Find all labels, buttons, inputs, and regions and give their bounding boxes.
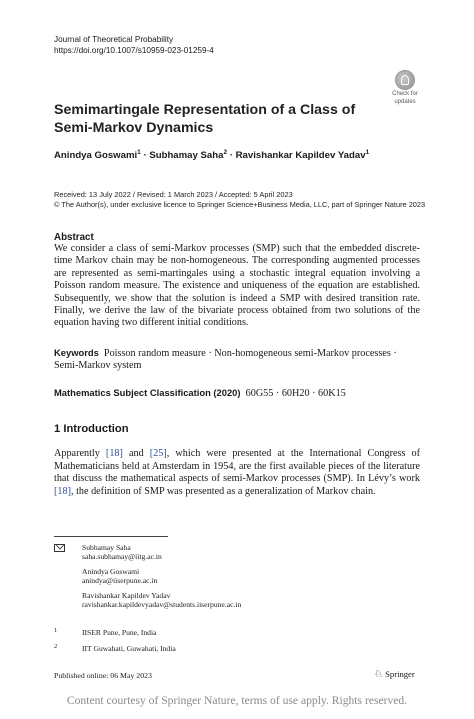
author-aff: 1 [365,149,370,156]
contact-email[interactable]: ravishankar.kapildevyadav@students.iiserpune.ac.in [82,600,242,610]
citation-link[interactable]: [18] [105,448,123,459]
msc-codes: 60G55 · 60H20 · 60K15 [245,388,346,399]
paper-title: Semimartingale Representation of a Class of Semi-Markov Dynamics [54,102,356,136]
intro-text: , the definition of SMP was presented as a generalization of Markov chain. [70,485,376,497]
section-heading: 1 Introduction [54,423,129,435]
journal-header [54,34,214,56]
citation-link[interactable]: [18] [54,485,71,497]
contact-email[interactable]: anindya@iiserpune.ac.in [82,576,158,586]
badge-line1: Check for [392,91,418,97]
footnote-divider [54,536,168,537]
envelope-icon [54,544,65,552]
author-name[interactable]: Subhamay Saha [149,150,224,162]
affiliation-text: IISER Pune, Pune, India [82,628,157,637]
msc-classification [54,387,346,399]
affiliation-number: 2 [54,643,58,650]
intro-paragraph [54,448,420,498]
badge-line2: updates [394,98,416,105]
author-name[interactable]: Ravishankar Kapildev Yadav [235,150,366,162]
journal-name: Journal of Theoretical Probability [54,35,174,44]
author-list: Anindya Goswami$^1$ · Subhamay Saha$^2$ · Ravishankar Kapildev Yadav$^1$ [54,149,370,162]
bookmark-icon [395,70,415,90]
contact-name: Anindya Goswami [82,566,140,576]
msc-label: Mathematics Subject Classification (2020) [54,387,241,398]
abstract-text: We consider a class of semi-Markov processes (SMP) such that the embedded discrete-time Markov chain may be non-homogeneous. The corresponding augmented processes are represented as semi-martingales using a stochastic integral equation involving a Poisson random measure. The existence and uniqueness of the equation are established. Subsequently, we show that the solution is indeed a SMP with desired transition rate. Finally, we derive the law of the bivariate process obtained from two solutions of the equation having two different initial conditions. [54,243,420,329]
keywords [54,347,420,373]
dates-line: Received: 13 July 2022 / Revised: 1 March 2023 / Accepted: 5 April 2023 [54,190,293,199]
author-name[interactable]: Anindya Goswami [54,150,138,162]
springer-horse-icon: ♘ [374,669,383,680]
intro-text: and [122,448,150,459]
publisher-name: Springer [385,669,415,679]
intro-text: Apparently [54,448,106,459]
contact-name: Subhamay Saha [82,543,131,552]
abstract-heading: Abstract [54,232,94,243]
contact-email[interactable]: saha.subhamay@iitg.ac.in [82,552,162,562]
check-for-updates-badge[interactable] [388,70,422,105]
keywords-label: Keywords [54,347,99,358]
affiliation-number: 1 [54,627,58,634]
keywords-text: Poisson random measure · Non-homogeneous semi-Markov processes · Semi-Markov system [54,348,397,372]
publication-history [54,190,425,210]
courtesy-watermark: Content courtesy of Springer Nature, terms of use apply. Rights reserved. [66,694,408,707]
contact-name: Ravishankar Kapildev Yadav [82,590,171,600]
publisher-logo [374,669,415,680]
doi-link[interactable]: https://doi.org/10.1007/s10959-023-01259-4 [54,46,214,55]
copyright-line: © The Author(s), under exclusive licence to Springer Science+Business Media, LLC, part of Springer Nature 2023 [54,200,426,209]
intro-text: , which were presented at the International Congress of Mathematicians held at Amsterdam in 1954, are the first available pieces of the literature that discuss the mathematical aspects of semi-Markov processes (SMP). In Lévy’s work [54,448,420,484]
corresponding-contacts [82,543,241,609]
author-aff: 2 [223,149,228,156]
affiliation-text: IIT Guwahati, Guwahati, India [82,644,176,653]
author-aff: 1 [137,149,141,156]
published-date: Published online: 06 May 2023 [54,671,152,680]
citation-link[interactable]: [25] [149,448,167,459]
